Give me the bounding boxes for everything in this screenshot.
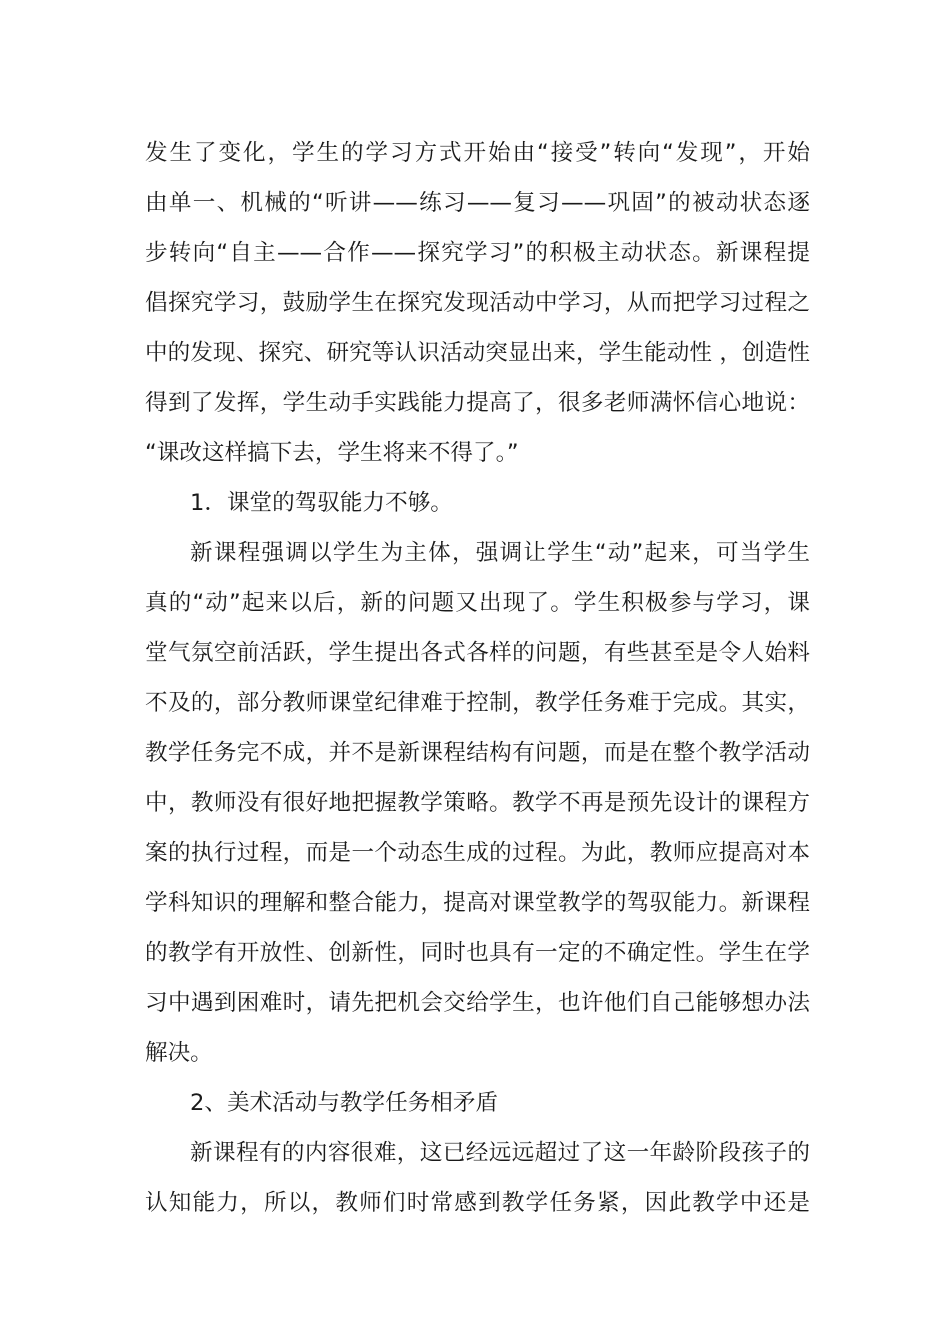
text-line: 步转向“自主——合作——探究学习”的积极主动状态。新课程提 [145,240,810,266]
text-line: 由单一、机械的“听讲——练习——复习——巩固”的被动状态逐 [145,190,810,216]
text-line: 的教学有开放性、创新性，同时也具有一定的不确定性。学生在学 [145,940,810,966]
text-line: 中，教师没有很好地把握教学策略。教学不再是预先设计的课程方 [145,790,810,816]
section-heading-1: 1．课堂的驾驭能力不够。 [190,490,453,516]
text-line: 教学任务完不成，并不是新课程结构有问题，而是在整个教学活动 [145,740,810,766]
text-line: 案的执行过程，而是一个动态生成的过程。为此，教师应提高对本 [145,840,810,866]
text-line: 堂气氛空前活跃，学生提出各式各样的问题，有些甚至是令人始料 [145,640,810,666]
section-heading-2: 2、美术活动与教学任务相矛盾 [190,1090,499,1116]
text-line: 中的发现、探究、研究等认识活动突显出来，学生能动性 ，创造性 [145,340,810,366]
text-line: 新课程强调以学生为主体，强调让学生“动”起来，可当学生 [190,540,810,566]
text-line: “课改这样搞下去，学生将来不得了。” [145,440,519,466]
text-line: 发生了变化，学生的学习方式开始由“接受”转向“发现”，开始 [145,140,810,166]
text-line: 新课程有的内容很难，这已经远远超过了这一年龄阶段孩子的 [190,1140,810,1166]
text-line: 习中遇到困难时，请先把机会交给学生，也许他们自己能够想办法 [145,990,810,1016]
text-line: 解决。 [145,1040,213,1066]
text-line: 学科知识的理解和整合能力，提高对课堂教学的驾驭能力。新课程 [145,890,810,916]
text-line: 认知能力，所以，教师们时常感到教学任务紧，因此教学中还是 [145,1190,810,1216]
text-line: 倡探究学习，鼓励学生在探究发现活动中学习，从而把学习过程之 [145,290,810,316]
text-line: 不及的，部分教师课堂纪律难于控制，教学任务难于完成。其实， [145,690,810,716]
text-line: 真的“动”起来以后，新的问题又出现了。学生积极参与学习，课 [145,590,810,616]
text-line: 得到了发挥，学生动手实践能力提高了，很多老师满怀信心地说： [145,390,810,416]
